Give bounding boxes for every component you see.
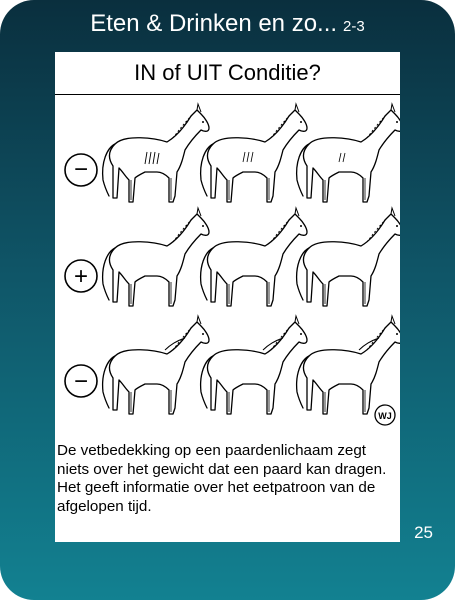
row-1-sign: − <box>73 156 89 183</box>
card-header <box>0 10 455 38</box>
logo-text: WJ <box>378 411 392 421</box>
row-2 <box>65 208 400 306</box>
card-caption: De vetbedekking op een paardenlichaam zegt niets over het gewicht dat een paard kan dragen. Het geeft informatie over het eetpatroon van de afgelopen tijd. <box>57 442 387 515</box>
logo-icon <box>375 405 395 425</box>
card-title: IN of UIT Conditie? <box>55 52 400 95</box>
page-number: 25 <box>414 523 433 542</box>
row-1 <box>65 104 400 202</box>
horse-condition-illustration <box>55 96 400 484</box>
card-panel <box>55 52 400 542</box>
row-3 <box>65 316 400 414</box>
row-2-sign: + <box>73 263 89 290</box>
card-category-code: 2-3 <box>343 18 365 35</box>
card-category-title: Eten & Drinken en zo... <box>90 10 338 37</box>
row-3-sign: − <box>73 368 89 395</box>
